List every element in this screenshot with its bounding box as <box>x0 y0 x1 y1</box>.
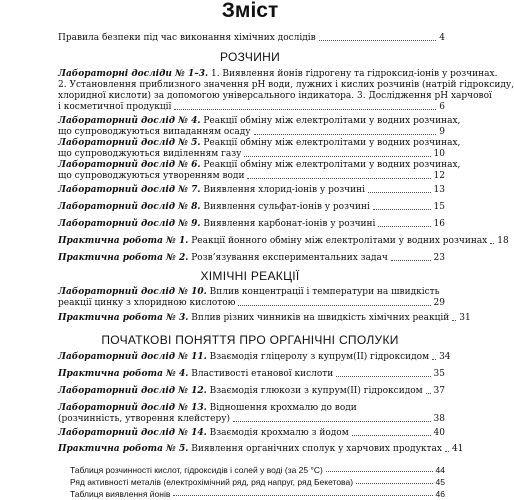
toc-entry[interactable] <box>58 444 464 455</box>
toc-entry[interactable] <box>58 253 445 264</box>
toc-entry[interactable] <box>58 428 445 439</box>
entry-text: Відношення крохмалю до води <box>209 403 357 413</box>
entry-text: (розчинність, утворення клейстеру) <box>58 414 231 424</box>
toc-entry-safety-rules[interactable] <box>58 33 445 44</box>
entry-label: Практична робота № 3. <box>58 313 189 323</box>
entry-label: Практична робота № 2. <box>58 253 189 263</box>
dot-leader <box>445 451 449 452</box>
entry-text: Виявлення карбонат-іонів у розчині <box>203 219 376 229</box>
dot-leader <box>432 359 436 360</box>
dot-leader <box>391 260 431 261</box>
dot-leader <box>426 393 431 394</box>
toc-entry[interactable] <box>58 287 445 309</box>
page-number: 6 <box>439 102 445 112</box>
entry-label: Лабораторний дослід № 4. <box>58 116 201 126</box>
page-number: 37 <box>433 386 445 396</box>
entry-text: 2. Установлення приблизного значення pH води, лужних і кислих розчинів (натрій гідроксиду, <box>58 80 514 90</box>
page-number: 9 <box>439 127 445 137</box>
entry-label: Практична робота № 5. <box>58 444 189 454</box>
toc-entry[interactable] <box>58 219 445 230</box>
entry-text: Взаємодія крохмалю з йодом <box>209 428 349 438</box>
entry-text: Реакції йонного обміну між електролітами у водних розчинах <box>191 236 488 246</box>
entry-label: Практична робота № 4. <box>58 369 189 379</box>
toc-entry[interactable] <box>58 386 445 397</box>
entry-text: Взаємодія гліцеролу з купрум(II) гідроксидом <box>209 352 430 362</box>
entry-label: Лабораторний дослід № 12. <box>58 386 207 396</box>
toc-entry-activity-series[interactable] <box>70 477 445 487</box>
entry-text: Взаємодія глюкози з купрум(II) гідроксидом <box>209 386 423 396</box>
dot-leader <box>319 40 437 41</box>
page-number: 45 <box>435 477 445 487</box>
page-number: 16 <box>433 219 445 229</box>
toc-entry[interactable] <box>58 352 451 363</box>
section-heading-chemical-reactions: ХІМІЧНІ РЕАКЦІЇ <box>200 269 300 283</box>
entry-text: і косметичної продукції <box>58 102 172 112</box>
entry-label: Лабораторний дослід № 6. <box>58 160 201 170</box>
entry-label: Лабораторний дослід № 9. <box>58 219 201 229</box>
entry-text: Виявлення хлорид-іонів у розчині <box>203 185 366 195</box>
entry-label: Лабораторний дослід № 8. <box>58 202 201 212</box>
toc-entry[interactable] <box>58 160 461 182</box>
entry-text: Таблиця розчинності кислот, гідроксидів і солей у воді (за 25 °С) <box>70 465 323 475</box>
page-number: 41 <box>451 444 464 454</box>
section-heading-organic-compounds: ПОЧАТКОВІ ПОНЯТТЯ ПРО ОРГАНІЧНІ СПОЛУКИ <box>101 333 399 347</box>
dot-leader <box>373 209 431 210</box>
page-number: 15 <box>433 202 445 212</box>
page-title: Зміст <box>221 0 279 22</box>
page-number: 40 <box>433 428 445 438</box>
entry-label: Лабораторний дослід № 14. <box>58 428 207 438</box>
page-number: 18 <box>497 236 509 246</box>
entry-text: Виявлення сульфат-іонів у розчині <box>203 202 370 212</box>
entry-text: Таблиця виявлення йонів <box>70 489 171 499</box>
toc-entry[interactable] <box>58 403 445 425</box>
entry-text: Вплив різних чинників на швидкість хімічних реакцій <box>191 313 450 323</box>
toc-entry[interactable] <box>58 116 461 138</box>
page-number: 10 <box>433 149 445 159</box>
page-number: 23 <box>433 253 445 263</box>
dot-leader <box>356 483 432 484</box>
entry-text: Реакції обміну між електролітами у водних розчинах, <box>203 138 461 148</box>
toc-entry-ion-detection-table[interactable] <box>70 489 445 499</box>
toc-entry[interactable] <box>58 69 514 113</box>
page-number: 44 <box>435 465 445 475</box>
entry-text: Розв’язування експериментальних задач <box>191 253 388 263</box>
page-number: 31 <box>459 313 471 323</box>
toc-entry[interactable] <box>58 236 509 247</box>
entry-label: Лабораторний дослід № 7. <box>58 185 201 195</box>
dot-leader <box>238 305 430 306</box>
dot-leader <box>378 226 430 227</box>
entry-text: Ряд активності металів (електрохімічний ряд, ряд напруг, ряд Бекетова) <box>70 477 354 487</box>
entry-text: Виявлення органічних сполук у харчових продуктах <box>191 444 442 454</box>
page-number: 12 <box>433 171 445 181</box>
dot-leader <box>326 471 433 472</box>
entry-text: реакції цинку з хлоридною кислотою <box>58 298 236 308</box>
page-number: 35 <box>433 369 445 379</box>
page-number: 46 <box>435 489 445 499</box>
entry-label: Лабораторні досліди № 1–3. <box>58 69 209 79</box>
dot-leader <box>233 421 431 422</box>
entry-label: Лабораторний дослід № 5. <box>58 138 201 148</box>
entry-text: хлоридної кислоти) за допомогою універсального індикатора. 3. Дослідження pH харчової <box>58 91 492 101</box>
page-number: 34 <box>439 352 451 362</box>
entry-text: Реакції обміну між електролітами у водних розчинах, <box>203 116 461 126</box>
entry-text: Правила безпеки під час виконання хімічних дослідів <box>58 33 316 43</box>
dot-leader <box>368 192 431 193</box>
dot-leader <box>490 243 494 244</box>
toc-entry[interactable] <box>58 185 445 196</box>
toc-entry[interactable] <box>58 369 445 380</box>
toc-entry[interactable] <box>58 202 445 213</box>
dot-leader <box>254 134 437 135</box>
entry-text: що супроводжуються утворенням води <box>58 171 245 181</box>
section-heading-solutions: РОЗЧИНИ <box>219 50 281 64</box>
entry-label: Практична робота № 1. <box>58 236 189 246</box>
toc-entry[interactable] <box>58 313 471 324</box>
entry-label: Лабораторний дослід № 11. <box>58 352 207 362</box>
page-number: 13 <box>433 185 445 195</box>
page-number: 4 <box>439 33 445 43</box>
entry-text: що супроводжуються виділенням газу <box>58 149 242 159</box>
entry-text: Реакції обміну між електролітами у водних розчинах, <box>203 160 461 170</box>
entry-label: Лабораторний дослід № 10. <box>58 287 207 297</box>
entry-label: Лабораторний дослід № 13. <box>58 403 207 413</box>
toc-entry-solubility-table[interactable] <box>70 465 445 475</box>
dot-leader <box>352 435 431 436</box>
dot-leader <box>244 156 430 157</box>
page-number: 29 <box>433 298 445 308</box>
entry-text: що супроводжуються випаданням осаду <box>58 127 251 137</box>
page-number: 38 <box>433 414 445 424</box>
dot-leader <box>452 320 456 321</box>
entry-text: Вплив концентрації і температури на швидкість <box>209 287 440 297</box>
dot-leader <box>174 109 436 110</box>
dot-leader <box>336 376 430 377</box>
dot-leader <box>173 495 432 496</box>
entry-text: 1. Виявлення йонів гідрогену та гідроксид-іонів у розчинах. <box>210 69 498 79</box>
dot-leader <box>247 178 430 179</box>
entry-text: Властивості етанової кислоти <box>191 369 334 379</box>
toc-entry[interactable] <box>58 138 461 160</box>
